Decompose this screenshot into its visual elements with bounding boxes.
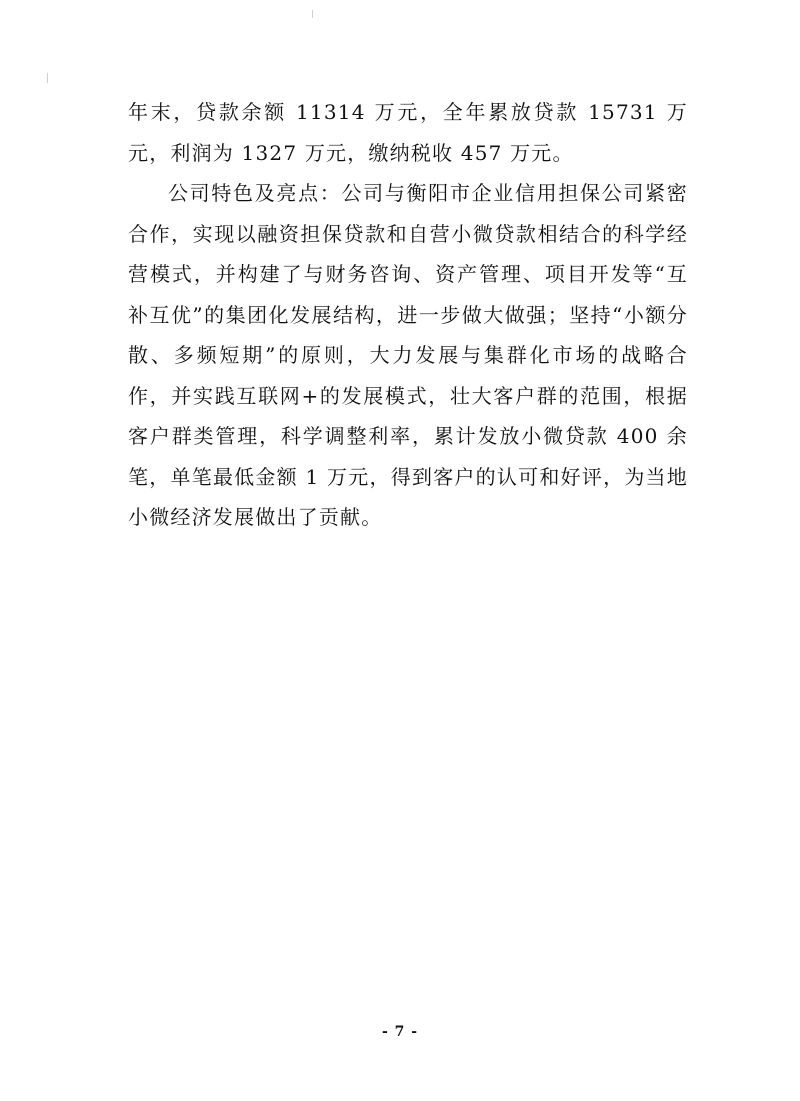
scan-mark — [47, 73, 48, 83]
document-body — [128, 92, 688, 538]
page-number: - 7 - — [381, 1024, 419, 1040]
paragraph-company-highlights: 公司特色及亮点：公司与衡阳市企业信用担保公司紧密合作，实现以融资担保贷款和自营小微贷款相结合的科学经营模式，并构建了与财务咨询、资产管理、项目开发等“互补互优”的集团化发展结构，进一步做大做强；坚持“小额分散、多频短期”的原则，大力发展与集群化市场的战略合作，并实践互联网+的发展模式，壮大客户群的范围，根据客户群类管理，科学调整利率，累计发放小微贷款 400 余笔，单笔最低金额 1 万元，得到客户的认可和好评，为当地小微经济发展做出了贡献。 — [128, 181, 688, 529]
paragraph-continuation: 年末，贷款余额 11314 万元，全年累放贷款 15731 万元，利润为 1327 万元，缴纳税收 457 万元。 — [128, 100, 688, 165]
scan-mark — [312, 10, 313, 18]
